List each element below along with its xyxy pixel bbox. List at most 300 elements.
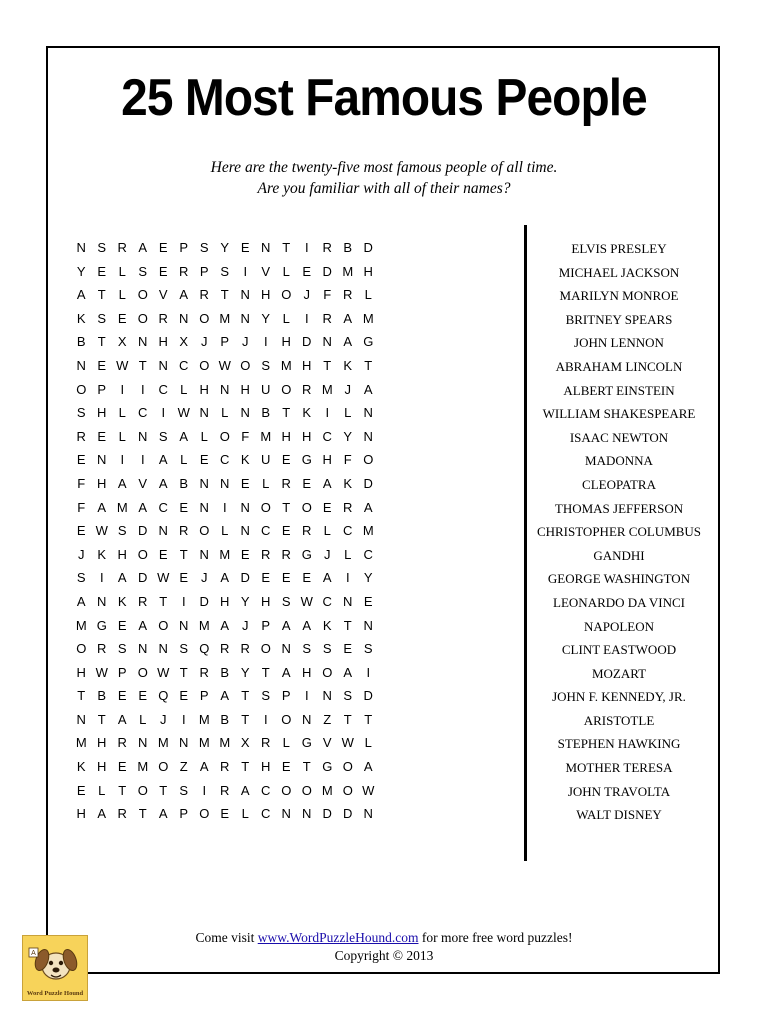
grid-letter[interactable]: T	[159, 782, 168, 798]
grid-letter[interactable]: O	[158, 759, 169, 775]
grid-letter[interactable]: Y	[363, 570, 373, 586]
grid-letter[interactable]: H	[220, 593, 230, 609]
grid-letter[interactable]: A	[117, 475, 127, 491]
grid-letter[interactable]: O	[281, 711, 292, 727]
grid-letter[interactable]: R	[117, 806, 127, 822]
grid-letter[interactable]: C	[261, 806, 271, 822]
grid-letter[interactable]: A	[138, 617, 148, 633]
grid-letter[interactable]: I	[325, 405, 330, 421]
grid-letter[interactable]: A	[363, 759, 373, 775]
grid-letter[interactable]: O	[260, 499, 271, 515]
grid-letter[interactable]: Y	[261, 310, 271, 326]
grid-letter[interactable]: A	[138, 240, 148, 255]
grid-letter[interactable]: I	[181, 593, 186, 609]
grid-letter[interactable]: T	[323, 357, 332, 373]
grid-letter[interactable]: E	[76, 782, 86, 798]
grid-letter[interactable]: C	[261, 782, 271, 798]
grid-letter[interactable]: H	[199, 381, 209, 397]
grid-letter[interactable]: P	[220, 334, 230, 350]
grid-letter[interactable]: W	[177, 405, 190, 421]
grid-letter[interactable]: N	[302, 806, 312, 822]
grid-letter[interactable]: I	[202, 782, 207, 798]
grid-letter[interactable]: O	[281, 381, 292, 397]
grid-letter[interactable]: H	[240, 381, 250, 397]
grid-letter[interactable]: O	[301, 499, 312, 515]
grid-letter[interactable]: M	[362, 310, 374, 326]
grid-letter[interactable]: L	[221, 523, 229, 539]
grid-letter[interactable]: L	[344, 405, 352, 421]
grid-letter[interactable]: P	[117, 664, 127, 680]
grid-letter[interactable]: M	[75, 735, 87, 751]
grid-letter[interactable]: V	[138, 475, 148, 491]
grid-letter[interactable]: F	[343, 452, 352, 468]
grid-letter[interactable]: J	[78, 546, 85, 562]
grid-letter[interactable]: O	[301, 782, 312, 798]
grid-letter[interactable]: N	[138, 428, 148, 444]
grid-letter[interactable]: A	[158, 475, 168, 491]
grid-letter[interactable]: E	[97, 357, 107, 373]
grid-letter[interactable]: A	[117, 711, 127, 727]
grid-letter[interactable]: P	[97, 381, 107, 397]
grid-letter[interactable]: T	[159, 593, 168, 609]
grid-letter[interactable]: A	[97, 499, 107, 515]
grid-letter[interactable]: A	[179, 428, 189, 444]
grid-letter[interactable]: T	[282, 240, 291, 255]
grid-letter[interactable]: L	[139, 711, 147, 727]
grid-letter[interactable]: H	[76, 664, 86, 680]
grid-letter[interactable]: N	[261, 240, 271, 255]
grid-letter[interactable]: I	[263, 334, 268, 350]
grid-letter[interactable]: S	[97, 310, 107, 326]
grid-letter[interactable]: N	[363, 617, 373, 633]
grid-letter[interactable]: A	[138, 499, 148, 515]
grid-letter[interactable]: C	[158, 381, 168, 397]
grid-letter[interactable]: M	[219, 310, 231, 326]
grid-letter[interactable]: D	[363, 475, 373, 491]
grid-letter[interactable]: E	[138, 688, 148, 704]
grid-letter[interactable]: X	[117, 334, 127, 350]
grid-letter[interactable]: T	[261, 664, 270, 680]
grid-letter[interactable]: E	[179, 570, 189, 586]
grid-letter[interactable]: E	[117, 759, 127, 775]
grid-letter[interactable]: H	[302, 664, 312, 680]
grid-letter[interactable]: A	[220, 688, 230, 704]
grid-letter[interactable]: S	[179, 641, 189, 657]
grid-letter[interactable]: I	[120, 381, 125, 397]
grid-letter[interactable]: V	[158, 287, 168, 303]
grid-letter[interactable]: N	[363, 428, 373, 444]
grid-letter[interactable]: G	[301, 452, 312, 468]
grid-letter[interactable]: I	[161, 405, 166, 421]
grid-letter[interactable]: K	[302, 405, 312, 421]
grid-letter[interactable]: X	[179, 334, 189, 350]
grid-letter[interactable]: D	[363, 240, 373, 255]
grid-letter[interactable]: O	[76, 381, 87, 397]
grid-letter[interactable]: N	[363, 806, 373, 822]
grid-letter[interactable]: R	[220, 641, 230, 657]
grid-letter[interactable]: F	[77, 475, 86, 491]
grid-letter[interactable]: N	[138, 334, 148, 350]
grid-letter[interactable]: E	[97, 428, 107, 444]
word-puzzle-hound-logo[interactable]	[22, 935, 88, 1001]
grid-letter[interactable]: A	[281, 664, 291, 680]
grid-letter[interactable]: N	[240, 310, 250, 326]
grid-letter[interactable]: N	[158, 641, 168, 657]
grid-letter[interactable]: N	[322, 334, 332, 350]
grid-letter[interactable]: T	[241, 688, 250, 704]
grid-letter[interactable]: R	[117, 735, 127, 751]
grid-letter[interactable]: T	[282, 405, 291, 421]
grid-letter[interactable]: H	[322, 452, 332, 468]
grid-letter[interactable]: O	[199, 357, 210, 373]
grid-letter[interactable]: N	[199, 475, 209, 491]
grid-letter[interactable]: M	[198, 711, 210, 727]
grid-letter[interactable]: E	[322, 499, 332, 515]
grid-letter[interactable]: N	[138, 735, 148, 751]
grid-letter[interactable]: R	[76, 428, 86, 444]
grid-letter[interactable]: N	[199, 546, 209, 562]
grid-letter[interactable]: E	[261, 570, 271, 586]
grid-letter[interactable]: E	[117, 688, 127, 704]
grid-letter[interactable]: N	[76, 711, 86, 727]
grid-letter[interactable]: H	[97, 735, 107, 751]
grid-letter[interactable]: A	[76, 593, 86, 609]
grid-letter[interactable]: S	[302, 641, 312, 657]
grid-letter[interactable]: B	[76, 334, 86, 350]
grid-letter[interactable]: G	[96, 617, 107, 633]
grid-letter[interactable]: A	[240, 782, 250, 798]
grid-letter[interactable]: O	[199, 310, 210, 326]
grid-letter[interactable]: E	[158, 546, 168, 562]
grid-letter[interactable]: S	[322, 641, 332, 657]
grid-letter[interactable]: A	[97, 806, 107, 822]
grid-letter[interactable]: S	[158, 428, 168, 444]
grid-letter[interactable]: M	[321, 381, 333, 397]
grid-letter[interactable]: R	[220, 759, 230, 775]
grid-letter[interactable]: N	[302, 711, 312, 727]
grid-letter[interactable]: T	[118, 782, 127, 798]
grid-letter[interactable]: T	[241, 711, 250, 727]
grid-letter[interactable]: G	[301, 546, 312, 562]
grid-letter[interactable]: E	[76, 523, 86, 539]
grid-letter[interactable]: I	[140, 452, 145, 468]
grid-letter[interactable]: W	[116, 357, 129, 373]
grid-letter[interactable]: O	[137, 664, 148, 680]
grid-letter[interactable]: W	[218, 357, 231, 373]
grid-letter[interactable]: D	[322, 263, 332, 279]
grid-letter[interactable]: E	[179, 688, 189, 704]
grid-letter[interactable]: A	[199, 759, 209, 775]
grid-letter[interactable]: J	[160, 711, 167, 727]
grid-letter[interactable]: S	[220, 263, 230, 279]
grid-letter[interactable]: J	[242, 617, 249, 633]
grid-letter[interactable]: O	[137, 310, 148, 326]
grid-letter[interactable]: F	[323, 287, 332, 303]
grid-letter[interactable]: O	[322, 664, 333, 680]
grid-letter[interactable]: R	[199, 664, 209, 680]
grid-letter[interactable]: R	[343, 499, 353, 515]
grid-letter[interactable]: Q	[199, 641, 210, 657]
grid-letter[interactable]: W	[95, 664, 108, 680]
grid-letter[interactable]: C	[363, 546, 373, 562]
grid-letter[interactable]: A	[158, 452, 168, 468]
grid-letter[interactable]: T	[97, 334, 106, 350]
grid-letter[interactable]: F	[241, 428, 250, 444]
grid-letter[interactable]: T	[302, 759, 311, 775]
grid-letter[interactable]: L	[118, 428, 126, 444]
grid-letter[interactable]: A	[343, 334, 353, 350]
grid-letter[interactable]: R	[97, 641, 107, 657]
grid-letter[interactable]: L	[282, 310, 290, 326]
grid-letter[interactable]: A	[281, 617, 291, 633]
grid-letter[interactable]: A	[179, 287, 189, 303]
grid-letter[interactable]: I	[345, 570, 350, 586]
grid-letter[interactable]: A	[76, 287, 86, 303]
grid-letter[interactable]: S	[261, 688, 271, 704]
grid-letter[interactable]: L	[323, 523, 331, 539]
grid-letter[interactable]: H	[302, 428, 312, 444]
grid-letter[interactable]: L	[221, 405, 229, 421]
grid-letter[interactable]: R	[117, 240, 127, 255]
grid-letter[interactable]: H	[97, 405, 107, 421]
grid-letter[interactable]: E	[117, 310, 127, 326]
grid-letter[interactable]: S	[138, 263, 148, 279]
grid-letter[interactable]: O	[137, 287, 148, 303]
grid-letter[interactable]: J	[201, 334, 208, 350]
grid-letter[interactable]: D	[138, 523, 148, 539]
grid-letter[interactable]: R	[261, 735, 271, 751]
grid-letter[interactable]: O	[137, 782, 148, 798]
grid-letter[interactable]: R	[158, 310, 168, 326]
grid-letter[interactable]: C	[322, 593, 332, 609]
grid-letter[interactable]: N	[97, 593, 107, 609]
grid-letter[interactable]: Q	[158, 688, 169, 704]
grid-letter[interactable]: O	[281, 782, 292, 798]
grid-letter[interactable]: G	[363, 334, 374, 350]
grid-letter[interactable]: N	[240, 523, 250, 539]
grid-letter[interactable]: L	[344, 546, 352, 562]
grid-letter[interactable]: N	[76, 240, 86, 255]
grid-letter[interactable]: A	[220, 617, 230, 633]
grid-letter[interactable]: I	[304, 310, 309, 326]
grid-letter[interactable]: E	[240, 475, 250, 491]
grid-letter[interactable]: M	[321, 782, 333, 798]
grid-letter[interactable]: L	[241, 806, 249, 822]
grid-letter[interactable]: I	[366, 664, 371, 680]
grid-letter[interactable]: A	[363, 381, 373, 397]
grid-letter[interactable]: L	[98, 782, 106, 798]
grid-letter[interactable]: W	[157, 570, 170, 586]
grid-letter[interactable]: N	[240, 405, 250, 421]
grid-letter[interactable]: U	[261, 381, 271, 397]
grid-letter[interactable]: E	[343, 641, 353, 657]
grid-letter[interactable]: M	[198, 735, 210, 751]
grid-letter[interactable]: R	[322, 310, 332, 326]
grid-letter[interactable]: O	[240, 357, 251, 373]
grid-letter[interactable]: I	[304, 240, 309, 255]
grid-letter[interactable]: E	[220, 806, 230, 822]
grid-letter[interactable]: M	[116, 499, 128, 515]
grid-letter[interactable]: M	[342, 263, 354, 279]
grid-letter[interactable]: I	[222, 499, 227, 515]
grid-letter[interactable]: T	[364, 357, 373, 373]
grid-letter[interactable]: A	[117, 570, 127, 586]
grid-letter[interactable]: B	[220, 664, 230, 680]
grid-letter[interactable]: D	[302, 334, 312, 350]
grid-letter[interactable]: H	[117, 546, 127, 562]
grid-letter[interactable]: G	[301, 735, 312, 751]
grid-letter[interactable]: E	[240, 546, 250, 562]
grid-letter[interactable]: D	[199, 593, 209, 609]
grid-letter[interactable]: T	[138, 806, 147, 822]
grid-letter[interactable]: J	[303, 287, 310, 303]
grid-letter[interactable]: S	[76, 570, 86, 586]
grid-letter[interactable]: N	[220, 475, 230, 491]
grid-letter[interactable]: R	[343, 287, 353, 303]
grid-letter[interactable]: N	[281, 641, 291, 657]
grid-letter[interactable]: H	[158, 334, 168, 350]
website-link[interactable]: www.WordPuzzleHound.com	[257, 930, 419, 945]
grid-letter[interactable]: I	[99, 570, 104, 586]
grid-letter[interactable]: B	[261, 405, 271, 421]
grid-letter[interactable]: C	[343, 523, 353, 539]
grid-letter[interactable]: M	[157, 735, 169, 751]
grid-letter[interactable]: E	[363, 593, 373, 609]
grid-letter[interactable]: L	[364, 735, 372, 751]
grid-letter[interactable]: R	[199, 287, 209, 303]
grid-letter[interactable]: D	[363, 688, 373, 704]
grid-letter[interactable]: A	[220, 570, 230, 586]
grid-letter[interactable]: N	[199, 405, 209, 421]
grid-letter[interactable]: W	[300, 593, 313, 609]
grid-letter[interactable]: N	[76, 357, 86, 373]
grid-letter[interactable]: H	[97, 475, 107, 491]
grid-letter[interactable]: O	[260, 641, 271, 657]
grid-letter[interactable]: A	[302, 617, 312, 633]
grid-letter[interactable]: L	[282, 735, 290, 751]
grid-letter[interactable]: J	[201, 570, 208, 586]
grid-letter[interactable]: S	[343, 688, 353, 704]
grid-letter[interactable]: L	[118, 263, 126, 279]
grid-letter[interactable]: I	[243, 263, 248, 279]
grid-letter[interactable]: S	[363, 641, 373, 657]
grid-letter[interactable]: V	[261, 263, 271, 279]
grid-letter[interactable]: O	[158, 617, 169, 633]
grid-letter[interactable]: K	[240, 452, 250, 468]
grid-letter[interactable]: B	[220, 711, 230, 727]
grid-letter[interactable]: H	[261, 593, 271, 609]
grid-letter[interactable]: T	[179, 546, 188, 562]
grid-letter[interactable]: N	[363, 405, 373, 421]
grid-letter[interactable]: A	[322, 475, 332, 491]
grid-letter[interactable]: E	[97, 263, 107, 279]
grid-letter[interactable]: R	[302, 523, 312, 539]
grid-letter[interactable]: N	[179, 617, 189, 633]
grid-letter[interactable]: S	[76, 405, 86, 421]
grid-letter[interactable]: D	[343, 806, 353, 822]
grid-letter[interactable]: E	[76, 452, 86, 468]
grid-letter[interactable]: Y	[220, 240, 230, 255]
grid-letter[interactable]: L	[364, 287, 372, 303]
grid-letter[interactable]: I	[181, 711, 186, 727]
grid-letter[interactable]: S	[117, 523, 127, 539]
grid-letter[interactable]: C	[179, 357, 189, 373]
grid-letter[interactable]: C	[261, 523, 271, 539]
grid-letter[interactable]: N	[240, 499, 250, 515]
grid-letter[interactable]: Y	[343, 428, 353, 444]
grid-letter[interactable]: P	[179, 240, 189, 255]
grid-letter[interactable]: H	[97, 759, 107, 775]
grid-letter[interactable]: A	[158, 806, 168, 822]
grid-letter[interactable]: Y	[240, 664, 250, 680]
grid-letter[interactable]: H	[261, 287, 271, 303]
grid-letter[interactable]: L	[180, 381, 188, 397]
grid-letter[interactable]: D	[240, 570, 250, 586]
grid-letter[interactable]: P	[199, 263, 209, 279]
grid-letter[interactable]: J	[324, 546, 331, 562]
grid-letter[interactable]: C	[138, 405, 148, 421]
grid-letter[interactable]: M	[260, 428, 272, 444]
grid-letter[interactable]: Y	[240, 593, 250, 609]
grid-letter[interactable]: T	[77, 688, 86, 704]
grid-letter[interactable]: N	[240, 287, 250, 303]
grid-letter[interactable]: B	[343, 240, 353, 255]
grid-letter[interactable]: L	[282, 263, 290, 279]
grid-letter[interactable]: T	[138, 357, 147, 373]
grid-letter[interactable]: X	[240, 735, 250, 751]
grid-letter[interactable]: T	[343, 711, 352, 727]
grid-letter[interactable]: P	[179, 806, 189, 822]
grid-letter[interactable]: M	[198, 617, 210, 633]
grid-letter[interactable]: Y	[76, 263, 86, 279]
grid-letter[interactable]: H	[261, 759, 271, 775]
grid-letter[interactable]: H	[281, 334, 291, 350]
grid-letter[interactable]: O	[281, 287, 292, 303]
grid-letter[interactable]: J	[242, 334, 249, 350]
grid-letter[interactable]: W	[362, 782, 375, 798]
grid-letter[interactable]: K	[97, 546, 107, 562]
grid-letter[interactable]: N	[179, 735, 189, 751]
grid-letter[interactable]: O	[363, 452, 374, 468]
grid-letter[interactable]: R	[322, 240, 332, 255]
grid-letter[interactable]: V	[322, 735, 332, 751]
grid-letter[interactable]: M	[219, 546, 231, 562]
grid-letter[interactable]: N	[158, 523, 168, 539]
grid-letter[interactable]: R	[281, 475, 291, 491]
grid-letter[interactable]: N	[138, 641, 148, 657]
grid-letter[interactable]: N	[322, 688, 332, 704]
grid-letter[interactable]: R	[302, 381, 312, 397]
grid-letter[interactable]: R	[261, 546, 271, 562]
grid-letter[interactable]: J	[344, 381, 351, 397]
grid-letter[interactable]: E	[179, 499, 189, 515]
grid-letter[interactable]: S	[179, 782, 189, 798]
grid-letter[interactable]: S	[117, 641, 127, 657]
grid-letter[interactable]: C	[158, 499, 168, 515]
grid-letter[interactable]: B	[179, 475, 189, 491]
grid-letter[interactable]: G	[322, 759, 333, 775]
grid-letter[interactable]: E	[158, 263, 168, 279]
grid-letter[interactable]: M	[75, 617, 87, 633]
grid-letter[interactable]: E	[199, 452, 209, 468]
grid-letter[interactable]: M	[362, 523, 374, 539]
grid-letter[interactable]: W	[157, 664, 170, 680]
grid-letter[interactable]: E	[302, 570, 312, 586]
grid-letter[interactable]: R	[240, 641, 250, 657]
grid-letter[interactable]: N	[343, 593, 353, 609]
grid-letter[interactable]: A	[343, 310, 353, 326]
grid-letter[interactable]: N	[199, 499, 209, 515]
